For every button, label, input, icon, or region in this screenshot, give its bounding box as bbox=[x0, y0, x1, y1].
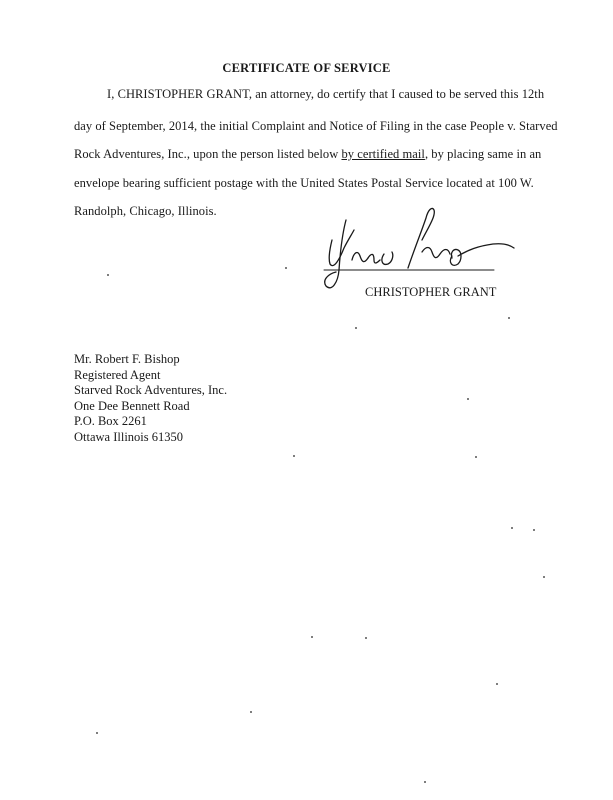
body-line-3-pre: Rock Adventures, Inc., upon the person listed below bbox=[74, 147, 342, 161]
scan-speck bbox=[543, 576, 545, 578]
handwritten-signature bbox=[318, 200, 518, 295]
scan-speck bbox=[107, 274, 109, 276]
scan-speck bbox=[424, 781, 426, 783]
scan-speck bbox=[511, 527, 513, 529]
document-title: CERTIFICATE OF SERVICE bbox=[222, 61, 391, 75]
scan-speck bbox=[96, 732, 98, 734]
body-line-4: envelope bearing sufficient postage with the United States Postal Service located at 100 W. bbox=[74, 176, 534, 190]
body-line-2: day of September, 2014, the initial Complaint and Notice of Filing in the case People v. Starved bbox=[74, 119, 558, 133]
recipient-street: One Dee Bennett Road bbox=[74, 398, 190, 413]
signatory-name: CHRISTOPHER GRANT bbox=[365, 285, 497, 299]
scan-speck bbox=[496, 683, 498, 685]
scan-speck bbox=[285, 267, 287, 269]
recipient-name: Mr. Robert F. Bishop bbox=[74, 352, 180, 366]
scan-speck bbox=[467, 398, 469, 400]
certified-mail-underlined: by certified mail bbox=[341, 147, 425, 161]
scan-speck bbox=[311, 636, 313, 638]
body-line-5: Randolph, Chicago, Illinois. bbox=[74, 204, 217, 218]
recipient-role: Registered Agent bbox=[74, 367, 161, 382]
recipient-address-block bbox=[74, 352, 227, 445]
scan-speck bbox=[250, 711, 252, 713]
scan-speck bbox=[365, 637, 367, 639]
recipient-company: Starved Rock Adventures, Inc. bbox=[74, 383, 228, 397]
recipient-city: Ottawa Illinois 61350 bbox=[74, 429, 184, 444]
scan-speck bbox=[355, 327, 357, 329]
body-line-1: I, CHRISTOPHER GRANT, an attorney, do certify that I caused to be served this 12th bbox=[107, 87, 545, 101]
scan-speck bbox=[293, 455, 295, 457]
scan-speck bbox=[475, 456, 477, 458]
recipient-po-box: P.O. Box 2261 bbox=[74, 414, 147, 428]
body-line-3-post: , by placing same in an bbox=[424, 147, 542, 161]
scan-speck bbox=[533, 529, 535, 531]
scan-speck bbox=[508, 317, 510, 319]
body-line-3 bbox=[74, 147, 541, 162]
